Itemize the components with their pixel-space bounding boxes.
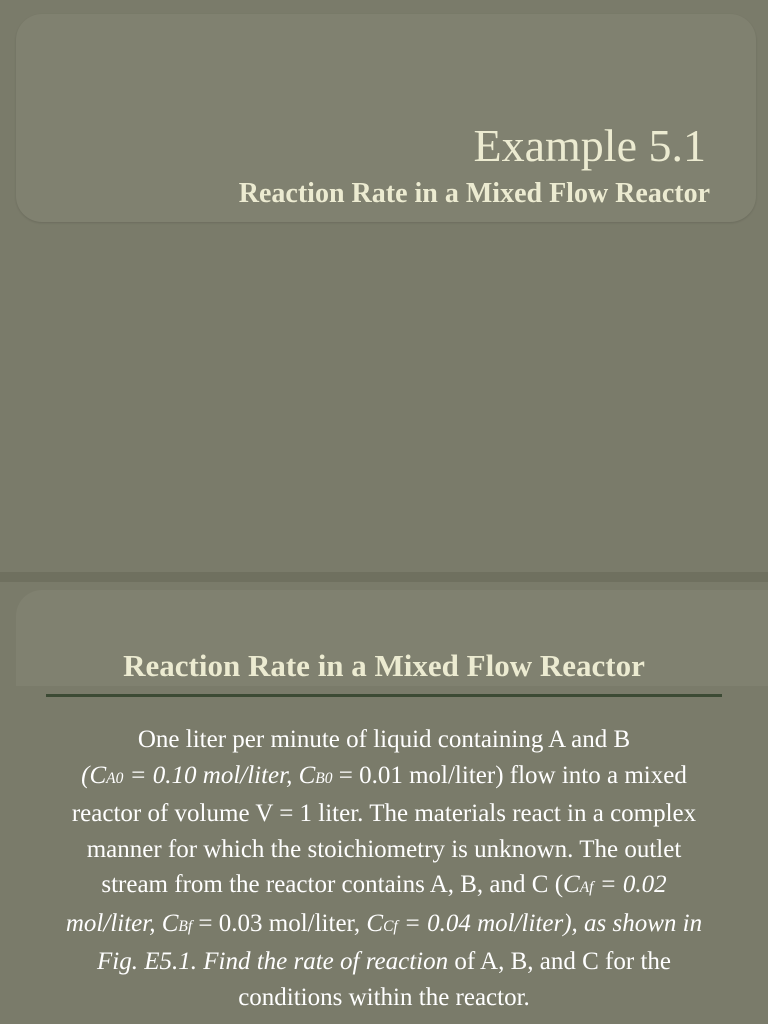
problem-subscript: Bf <box>178 917 193 935</box>
problem-text: = 0.03 mol/liter, <box>192 909 367 937</box>
problem-subscript: A0 <box>106 769 124 787</box>
problem-text: = 0.04 mol/liter), as shown in Fig. E5.1. Find the rate of reaction <box>97 909 703 975</box>
problem-subscript: B0 <box>315 769 333 787</box>
heading-underline <box>46 694 722 697</box>
problem-text: = 0.01 mol/liter) flow into a mixed reactor of volume V = 1 liter. The materials react in a complex manner for which the stoichiometry is unknown. The outlet stream from the reactor contains A, B, and C ( <box>71 761 697 898</box>
problem-subscript: Af <box>579 879 594 896</box>
problem-subscript: Cf <box>383 917 398 935</box>
problem-text: C <box>366 909 384 937</box>
slide-subtitle: Reaction Rate in a Mixed Flow Reactor <box>238 178 710 209</box>
slide-heading: Reaction Rate in a Mixed Flow Reactor <box>123 648 645 683</box>
problem-text: = 0.02 mol/liter, C <box>65 871 667 937</box>
content-slide <box>0 582 768 1024</box>
slide-title: Example 5.1 <box>473 120 706 171</box>
problem-text: = 0.10 mol/liter, C <box>123 761 316 789</box>
slide-divider <box>0 572 768 582</box>
problem-statement <box>60 722 708 1015</box>
problem-text: (C <box>81 761 107 789</box>
problem-text: C <box>563 871 580 898</box>
problem-text: One liter per minute of liquid containing A and B <box>137 726 631 753</box>
problem-text: of A, B, and C for the conditions within the reactor. <box>238 948 671 1011</box>
